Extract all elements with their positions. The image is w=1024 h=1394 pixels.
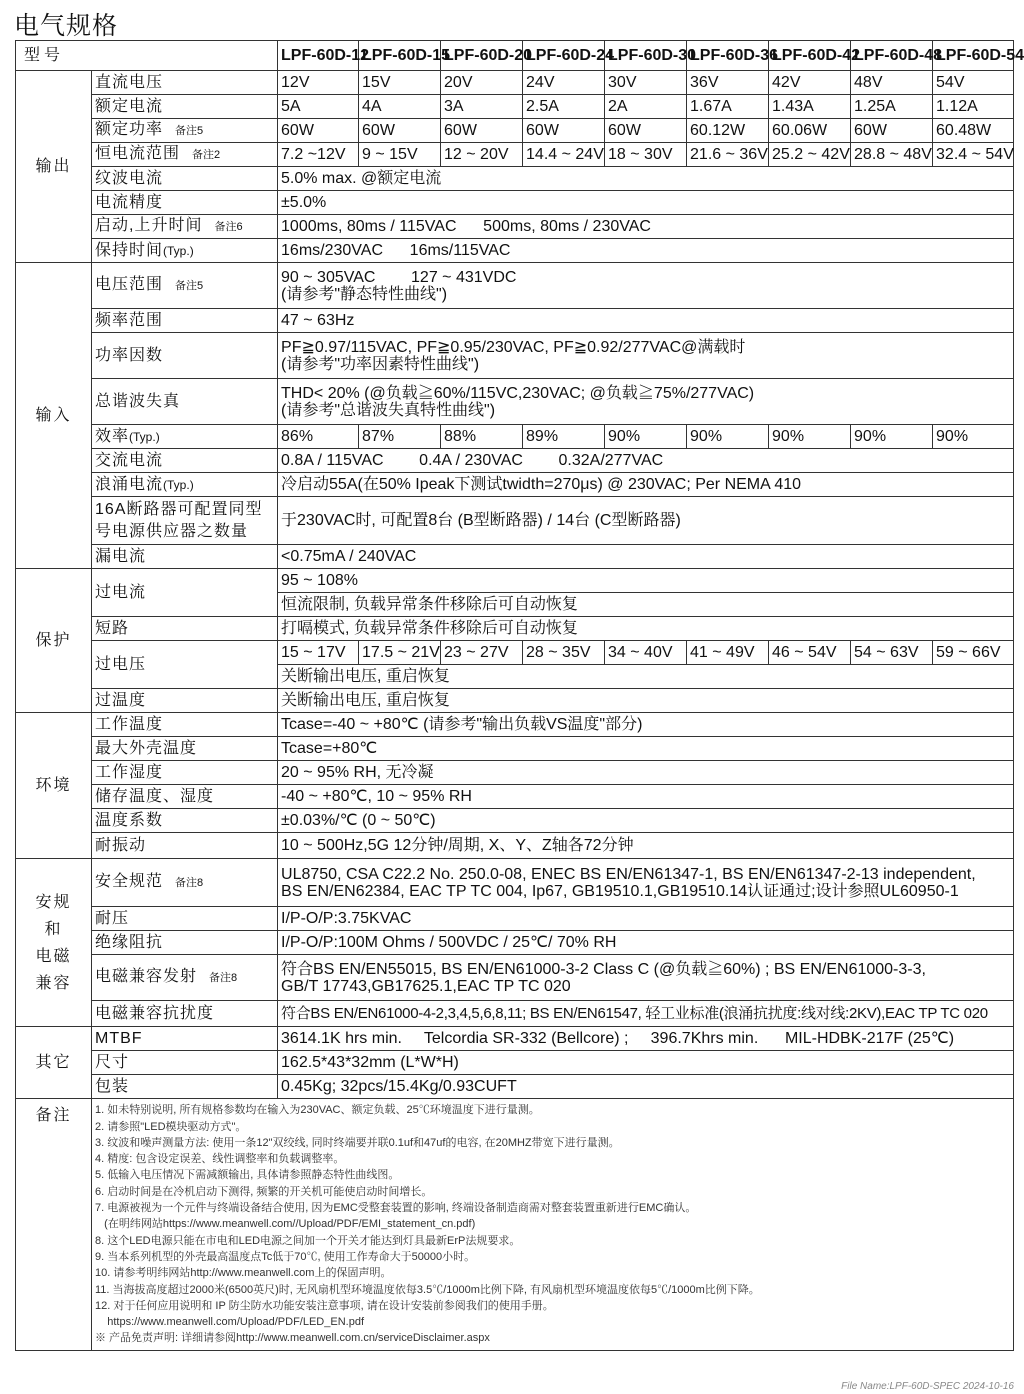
value-cell: 4A	[359, 95, 441, 119]
note-item: https://www.meanwell.com/Upload/PDF/LED_EN.pdf	[95, 1316, 364, 1329]
table-row	[16, 859, 1014, 907]
value-cell: ±0.03%/℃ (0 ~ 50℃)	[278, 809, 1014, 833]
table-row	[16, 239, 1014, 263]
value-cell: 60W	[605, 119, 687, 143]
model-cell: LPF-60D-24	[523, 41, 605, 71]
row-label-line: 号电源供应器之数量	[95, 522, 249, 540]
note-ref: 备注6	[214, 221, 243, 233]
value-cell: 60W	[359, 119, 441, 143]
spec-table	[15, 40, 1024, 1351]
note-item: 6. 启动时间是在冷机启动下测得, 频繁的开关机可能使启动时间增长。	[95, 1185, 433, 1198]
typ-tag: (Typ.)	[163, 477, 194, 492]
row-label: 频率范围	[92, 309, 278, 333]
value-cell: 1.25A	[851, 95, 933, 119]
category-output: 输出	[16, 71, 92, 263]
category-line: 安规	[35, 893, 72, 911]
table-row	[16, 1027, 1014, 1051]
row-label: 耐振动	[92, 833, 278, 859]
value-line: (请参考"静态特性曲线")	[281, 285, 448, 303]
value-cell: 60W	[441, 119, 523, 143]
value-line: (请参考"功率因素特性曲线")	[281, 355, 480, 373]
table-row	[16, 215, 1014, 239]
row-label: 储存温度、湿度	[92, 785, 278, 809]
note-item: 11. 当海拔高度超过2000米(6500英尺)时, 无风扇机型环境温度依每3.5℃/1000m比例下降, 有风扇机型环境温度依每5℃/1000m比例下降。	[95, 1283, 760, 1296]
table-row	[16, 617, 1014, 641]
value-cell: 36V	[687, 71, 769, 95]
row-label-text: 电压范围	[95, 276, 164, 293]
value-cell: 0.45Kg; 32pcs/15.4Kg/0.93CUFT	[278, 1075, 1014, 1099]
table-row	[16, 1099, 1014, 1351]
row-label: 耐压	[92, 907, 278, 931]
table-row	[16, 641, 1014, 665]
value-cell: 54V	[933, 71, 1014, 95]
model-row	[16, 41, 1014, 71]
value-cell	[278, 859, 1014, 907]
value-cell: 90%	[851, 425, 933, 449]
category-protection: 保护	[16, 569, 92, 713]
category-line: 和	[44, 920, 63, 938]
row-label: 交流电流	[92, 449, 278, 473]
value-cell: 打嗝模式, 负载异常条件移除后可自动恢复	[278, 617, 1014, 641]
row-label: 绝缘阻抗	[92, 931, 278, 955]
value-cell: 46 ~ 54V	[769, 641, 851, 665]
value-cell: 60.12W	[687, 119, 769, 143]
note-item: 12. 对于任何应用说明和 IP 防尘防水功能安装注意事项, 请在设计安装前参阅我们的使用手册。	[95, 1299, 554, 1312]
row-label: 电磁兼容抗扰度	[92, 1001, 278, 1027]
value-line: UL8750, CSA C22.2 No. 250.0-08, ENEC BS EN/EN61347-1, BS EN/EN61347-2-13 independent,	[281, 865, 976, 883]
notes-list	[92, 1099, 1014, 1351]
value-cell: 20 ~ 95% RH, 无冷凝	[278, 761, 1014, 785]
value-cell: 23 ~ 27V	[441, 641, 523, 665]
value-cell: 60W	[278, 119, 359, 143]
value-cell: 90%	[605, 425, 687, 449]
value-cell: 于230VAC时, 可配置8台 (B型断路器) / 14台 (C型断路器)	[278, 497, 1014, 545]
model-cell: LPF-60D-42	[769, 41, 851, 71]
value-cell: 89%	[523, 425, 605, 449]
row-label	[92, 215, 278, 239]
note-item: 8. 这个LED电源只能在市电和LED电源之间加一个开关才能达到灯具最新ErP法规要求。	[95, 1234, 521, 1247]
row-label	[92, 955, 278, 1001]
table-row	[16, 545, 1014, 569]
row-label-text: 额定功率	[95, 121, 164, 138]
value-cell: 90%	[933, 425, 1014, 449]
table-row	[16, 713, 1014, 737]
model-cell: LPF-60D-54	[933, 41, 1014, 71]
value-line: BS EN/EN62384, EAC TP TC 004, Ip67, GB19510.1,GB19510.14认证通过;设计参照UL60950-1	[281, 882, 959, 900]
row-label	[92, 143, 278, 167]
model-label: 型号	[16, 41, 278, 71]
row-label: 直流电压	[92, 71, 278, 95]
value-cell: 90%	[769, 425, 851, 449]
value-cell: 冷启动55A(在50% Ipeak下测试twidth=270μs) @ 230VAC; Per NEMA 410	[278, 473, 1014, 497]
table-row	[16, 95, 1014, 119]
note-ref: 备注2	[192, 149, 221, 161]
value-cell: 86%	[278, 425, 359, 449]
row-label-text: 安全规范	[95, 873, 164, 890]
table-row	[16, 379, 1014, 425]
row-label: 最大外壳温度	[92, 737, 278, 761]
value-cell: 30V	[605, 71, 687, 95]
table-row	[16, 425, 1014, 449]
value-cell: 5.0% max. @额定电流	[278, 167, 1014, 191]
value-cell: 60.48W	[933, 119, 1014, 143]
model-cell: LPF-60D-30	[605, 41, 687, 71]
row-label	[92, 425, 278, 449]
value-cell: 54 ~ 63V	[851, 641, 933, 665]
note-item: 5. 低输入电压情况下需减额输出, 具体请参照静态特性曲线图。	[95, 1169, 400, 1182]
table-row	[16, 931, 1014, 955]
table-row	[16, 473, 1014, 497]
file-name-footer: File Name:LPF-60D-SPEC 2024-10-16	[841, 1381, 1014, 1392]
note-item: ※ 产品免责声明: 详细请参阅http://www.meanwell.com.cn/serviceDisclaimer.aspx	[95, 1332, 490, 1345]
value-line: GB/T 17743,GB17625.1,EAC TP TC 020	[281, 977, 571, 995]
value-cell: 16ms/230VAC 16ms/115VAC	[278, 239, 1014, 263]
table-row	[16, 333, 1014, 379]
row-label: 包装	[92, 1075, 278, 1099]
table-row	[16, 167, 1014, 191]
note-item: 2. 请参照"LED模块驱动方式"。	[95, 1120, 247, 1133]
table-row	[16, 263, 1014, 309]
table-row	[16, 119, 1014, 143]
value-cell: 60.06W	[769, 119, 851, 143]
category-line: 兼容	[35, 974, 72, 992]
value-cell: 47 ~ 63Hz	[278, 309, 1014, 333]
value-cell	[278, 379, 1014, 425]
value-cell: 32.4 ~ 54V	[933, 143, 1014, 167]
note-item: 3. 纹波和噪声测量方法: 使用一条12"双绞线, 同时终端要并联0.1uf和47uf的电容, 在20MHZ带宽下进行量测。	[95, 1136, 620, 1149]
row-label	[92, 119, 278, 143]
row-label-text: 浪涌电流	[95, 475, 164, 493]
typ-tag: (Typ.)	[129, 429, 160, 444]
category-safety	[16, 859, 92, 1027]
row-label-text: 恒电流范围	[95, 145, 181, 162]
note-item: 4. 精度: 包含设定误差、线性调整率和负载调整率。	[95, 1153, 345, 1166]
value-cell: 7.2 ~12V	[278, 143, 359, 167]
value-cell: 9 ~ 15V	[359, 143, 441, 167]
table-row	[16, 1051, 1014, 1075]
row-label: 额定电流	[92, 95, 278, 119]
value-cell: I/P-O/P:3.75KVAC	[278, 907, 1014, 931]
value-cell: 15V	[359, 71, 441, 95]
row-label: 尺寸	[92, 1051, 278, 1075]
value-cell: 60W	[523, 119, 605, 143]
model-cell: LPF-60D-48	[851, 41, 933, 71]
row-label	[92, 859, 278, 907]
note-item: (在明纬网站https://www.meanwell.com//Upload/PDF/EMI_statement_cn.pdf)	[95, 1218, 476, 1231]
row-label: 温度系数	[92, 809, 278, 833]
value-cell: 34 ~ 40V	[605, 641, 687, 665]
row-label-text: 启动,上升时间	[95, 217, 203, 234]
model-cell: LPF-60D-36	[687, 41, 769, 71]
category-line: 电磁	[35, 947, 72, 965]
value-line: 90 ~ 305VAC 127 ~ 431VDC	[281, 268, 517, 286]
table-row	[16, 191, 1014, 215]
note-ref: 备注5	[175, 125, 204, 137]
table-row	[16, 689, 1014, 713]
note-ref: 备注5	[175, 280, 204, 292]
row-label: 纹波电流	[92, 167, 278, 191]
value-line: (请参考"总谐波失真特性曲线")	[281, 401, 496, 419]
table-row	[16, 71, 1014, 95]
table-row	[16, 309, 1014, 333]
row-label: 过电流	[92, 569, 278, 617]
table-row	[16, 761, 1014, 785]
value-cell: 15 ~ 17V	[278, 641, 359, 665]
note-item: 7. 电源被视为一个元件与终端设备结合使用, 因为EMC受整套装置的影响, 终端设备制造商需对整套装置重新进行EMC确认。	[95, 1202, 697, 1215]
value-cell: Tcase=-40 ~ +80℃ (请参考"输出负载VS温度"部分)	[278, 713, 1014, 737]
value-cell: -40 ~ +80℃, 10 ~ 95% RH	[278, 785, 1014, 809]
value-cell: Tcase=+80℃	[278, 737, 1014, 761]
row-label-text: 保持时间	[95, 241, 164, 259]
note-item: 9. 当本系列机型的外壳最高温度点Tc低于70℃, 使用工作寿命大于50000小时。	[95, 1250, 476, 1263]
value-cell: 18 ~ 30V	[605, 143, 687, 167]
table-row	[16, 907, 1014, 931]
table-row	[16, 955, 1014, 1001]
value-cell: 1.12A	[933, 95, 1014, 119]
value-cell: 符合BS EN/EN61000-4-2,3,4,5,6,8,11; BS EN/EN61547, 轻工业标准(浪涌抗扰度:线对线:2KV),EAC TP TC 020	[278, 1001, 1014, 1027]
table-row	[16, 737, 1014, 761]
row-label: 总谐波失真	[92, 379, 278, 425]
value-cell: ±5.0%	[278, 191, 1014, 215]
value-cell: 17.5 ~ 21V	[359, 641, 441, 665]
category-others: 其它	[16, 1027, 92, 1099]
row-label: 功率因数	[92, 333, 278, 379]
value-cell	[278, 955, 1014, 1001]
value-cell: 3A	[441, 95, 523, 119]
value-cell: 关断输出电压, 重启恢复	[278, 689, 1014, 713]
value-cell: 5A	[278, 95, 359, 119]
value-cell: 21.6 ~ 36V	[687, 143, 769, 167]
value-cell: 162.5*43*32mm (L*W*H)	[278, 1051, 1014, 1075]
table-row	[16, 785, 1014, 809]
category-notes: 备注	[16, 1099, 92, 1351]
row-label	[92, 263, 278, 309]
row-label	[92, 473, 278, 497]
row-label	[92, 239, 278, 263]
value-cell: 1000ms, 80ms / 115VAC 500ms, 80ms / 230VAC	[278, 215, 1014, 239]
value-cell: I/P-O/P:100M Ohms / 500VDC / 25℃/ 70% RH	[278, 931, 1014, 955]
value-cell: 0.8A / 115VAC 0.4A / 230VAC 0.32A/277VAC	[278, 449, 1014, 473]
table-row	[16, 833, 1014, 859]
category-input: 输入	[16, 263, 92, 569]
table-row	[16, 1075, 1014, 1099]
value-cell: 28.8 ~ 48V	[851, 143, 933, 167]
value-cell: 60W	[851, 119, 933, 143]
value-cell: 42V	[769, 71, 851, 95]
value-cell: 2A	[605, 95, 687, 119]
value-cell	[278, 333, 1014, 379]
table-row	[16, 1001, 1014, 1027]
row-label: 漏电流	[92, 545, 278, 569]
row-label: 过电压	[92, 641, 278, 689]
note-item: 10. 请参考明纬网站http://www.meanwell.com上的保固声明。	[95, 1267, 392, 1280]
table-row	[16, 497, 1014, 545]
row-label-text: 电磁兼容发射	[95, 968, 198, 985]
value-line: PF≧0.97/115VAC, PF≧0.95/230VAC, PF≧0.92/277VAC@满载时	[281, 338, 746, 356]
row-label: 工作温度	[92, 713, 278, 737]
value-cell: 24V	[523, 71, 605, 95]
value-cell: 1.43A	[769, 95, 851, 119]
value-cell: 90%	[687, 425, 769, 449]
model-cell: LPF-60D-15	[359, 41, 441, 71]
note-ref: 备注8	[209, 972, 238, 984]
typ-tag: (Typ.)	[163, 243, 194, 258]
value-cell: 1.67A	[687, 95, 769, 119]
row-label: 过温度	[92, 689, 278, 713]
table-row	[16, 569, 1014, 593]
row-label: 工作湿度	[92, 761, 278, 785]
value-cell: <0.75mA / 240VAC	[278, 545, 1014, 569]
value-cell: 95 ~ 108%	[278, 569, 1014, 593]
value-line: THD< 20% (@负载≧60%/115VC,230VAC; @负载≧75%/277VAC)	[281, 384, 755, 402]
value-cell: 25.2 ~ 42V	[769, 143, 851, 167]
row-label	[92, 497, 278, 545]
value-cell: 48V	[851, 71, 933, 95]
value-cell	[278, 263, 1014, 309]
category-environment: 环境	[16, 713, 92, 859]
value-cell: 3614.1K hrs min. Telcordia SR-332 (Bellcore) ; 396.7Khrs min. MIL-HDBK-217F (25℃)	[278, 1027, 1014, 1051]
page-title: 电气规格	[14, 11, 119, 40]
table-row	[16, 143, 1014, 167]
model-cell: LPF-60D-12	[278, 41, 359, 71]
row-label: 短路	[92, 617, 278, 641]
model-cell: LPF-60D-20	[441, 41, 523, 71]
note-item: 1. 如未特别说明, 所有规格参数均在输入为230VAC、额定负载、25℃环境温度下进行量测。	[95, 1104, 540, 1117]
row-label-line: 16A断路器可配置同型	[95, 500, 263, 518]
value-cell: 12V	[278, 71, 359, 95]
value-cell: 28 ~ 35V	[523, 641, 605, 665]
value-cell: 87%	[359, 425, 441, 449]
table-row	[16, 449, 1014, 473]
value-cell: 10 ~ 500Hz,5G 12分钟/周期, X、Y、Z轴各72分钟	[278, 833, 1014, 859]
value-cell: 12 ~ 20V	[441, 143, 523, 167]
row-label: MTBF	[92, 1027, 278, 1051]
value-cell: 关断输出电压, 重启恢复	[278, 665, 1014, 689]
row-label: 电流精度	[92, 191, 278, 215]
value-cell: 20V	[441, 71, 523, 95]
value-cell: 41 ~ 49V	[687, 641, 769, 665]
value-cell: 2.5A	[523, 95, 605, 119]
value-cell: 59 ~ 66V	[933, 641, 1014, 665]
value-line: 符合BS EN/EN55015, BS EN/EN61000-3-2 Class C (@负载≧60%) ; BS EN/EN61000-3-3,	[281, 960, 926, 978]
value-cell: 14.4 ~ 24V	[523, 143, 605, 167]
table-row	[16, 809, 1014, 833]
value-cell: 恒流限制, 负载异常条件移除后可自动恢复	[278, 593, 1014, 617]
value-cell: 88%	[441, 425, 523, 449]
note-ref: 备注8	[175, 877, 204, 889]
row-label-text: 效率	[95, 427, 130, 445]
